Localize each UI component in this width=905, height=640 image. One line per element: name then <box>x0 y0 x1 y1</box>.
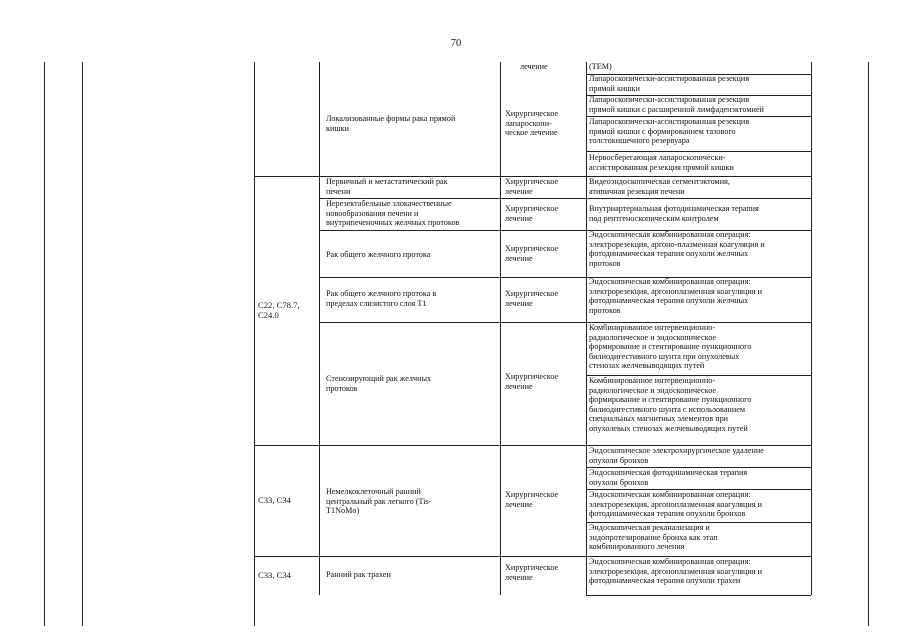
intervention-cell: Лапароскопически-ассистированная резекция прямой кишки <box>589 74 750 93</box>
method-cell: Хирургическое лечение <box>505 244 559 263</box>
method-cell: Хирургическое лечение <box>505 563 559 582</box>
intervention-cell: Эндоскопическая фотодинамическая терапия опухоли бронхов <box>589 468 748 487</box>
intervention-cell: Эндоскопическая комбинированная операция: электрорезекция, аргоноплазменная коагуляция и фотодинамическая терапия опухоли бронхов <box>589 490 763 519</box>
intervention-cell: Эндоскопическая реканализация и эндопротезирование бронха как этап комбинированного лечения <box>589 523 718 552</box>
row-line <box>586 151 811 152</box>
intervention-cell: Эндоскопическое электрохирургическое удаление опухоли бронхов <box>589 446 764 465</box>
intervention-cell: Комбинированное интервенционно- радиологическое и эндоскопическое формирование и стентирование пункционного билиодигестивного шунта с использованием специальных магнитных элементов при опухолевых стенозах желчевыводящих путей <box>589 376 752 433</box>
intervention-cell: Эндоскопическая комбинированная операция: электрорезекция, аргоноплазменная коагуляция и фотодинамическая терапия опухоли желчных протоков <box>589 277 763 315</box>
intervention-cell: Лапароскопически-ассистированная резекция прямой кишки с расширенной лимфаденэктомией <box>589 95 764 114</box>
col-line-4 <box>319 62 320 595</box>
disease-cell: Рак общего желчного протока в пределах слизистого слоя Т1 <box>326 289 437 308</box>
intervention-cell: Внутриартериальная фотодинамическая терапия под рентгеноскопическим контролем <box>589 204 759 223</box>
intervention-cell: Видеоэндоскопическая сегментэктомия, атипичная резекция печени <box>589 177 730 196</box>
method-cell: лечение <box>520 62 548 71</box>
intervention-cell: Эндоскопическая комбинированная операция: электрорезекция, аргоно-плазменная коагуляция и фотодинамическая терапия опухоли желчных протоков <box>589 230 765 268</box>
col-line-3 <box>254 62 255 626</box>
method-cell: Хирургическое лечение <box>505 372 559 391</box>
col-line-7 <box>811 62 812 595</box>
disease-cell: Рак общего желчного протока <box>326 250 431 259</box>
intervention-cell: Комбинированное интервенционно- радиологическое и эндоскопическое формирование и стентирование пункционного билиодигестивного шунта при опухолевых стенозах желчевыводящих путей <box>589 323 752 371</box>
page-number: 70 <box>450 38 462 49</box>
col-line-5 <box>500 62 501 595</box>
disease-cell: Стенозирующий рак желчных протоков <box>326 374 432 393</box>
code-cell: С33, С34 <box>258 495 291 505</box>
method-cell: Хирургическое лечение <box>505 204 559 223</box>
col-line-1 <box>44 62 45 626</box>
code-cell: С33, С34 <box>258 570 291 580</box>
disease-cell: Нерезектабельные злокачественные новообразования печени и внутрипеченочных желчных протоков <box>326 199 460 228</box>
disease-cell: Немелкоклеточный ранний центральный рак легкого (Tis- T1NoMo) <box>326 487 432 516</box>
disease-cell: Локализованные формы рака прямой кишки <box>326 114 456 133</box>
disease-cell: Первичный и метастатический рак печени <box>326 177 448 196</box>
col-line-2 <box>82 62 83 626</box>
intervention-cell: Нервосберегающая лапароскопически- ассистированная резекция прямой кишки <box>589 153 734 172</box>
intervention-cell: Лапароскопически-ассистированная резекция прямой кишки с формированием тазового толстокишечного резервуара <box>589 117 750 146</box>
code-cell: С22, С78.7, С24.0 <box>258 300 300 321</box>
method-cell: Хирургическое лечение <box>505 177 559 196</box>
method-cell: Хирургическое лечение <box>505 289 559 308</box>
col-line-8 <box>868 62 869 626</box>
row-line <box>586 595 811 596</box>
method-cell: Хирургическое лечение <box>505 490 559 509</box>
intervention-cell: (ТЕМ) <box>589 62 612 71</box>
col-line-6 <box>586 62 587 595</box>
intervention-cell: Эндоскопическая комбинированная операция: электрорезекция, аргоноплазменная коагуляция и фотодинамическая терапия опухоли трахеи <box>589 557 763 586</box>
disease-cell: Ранний рак трахеи <box>326 570 391 579</box>
method-cell: Хирургическое лапароскопи- ческое лечение <box>505 109 559 138</box>
